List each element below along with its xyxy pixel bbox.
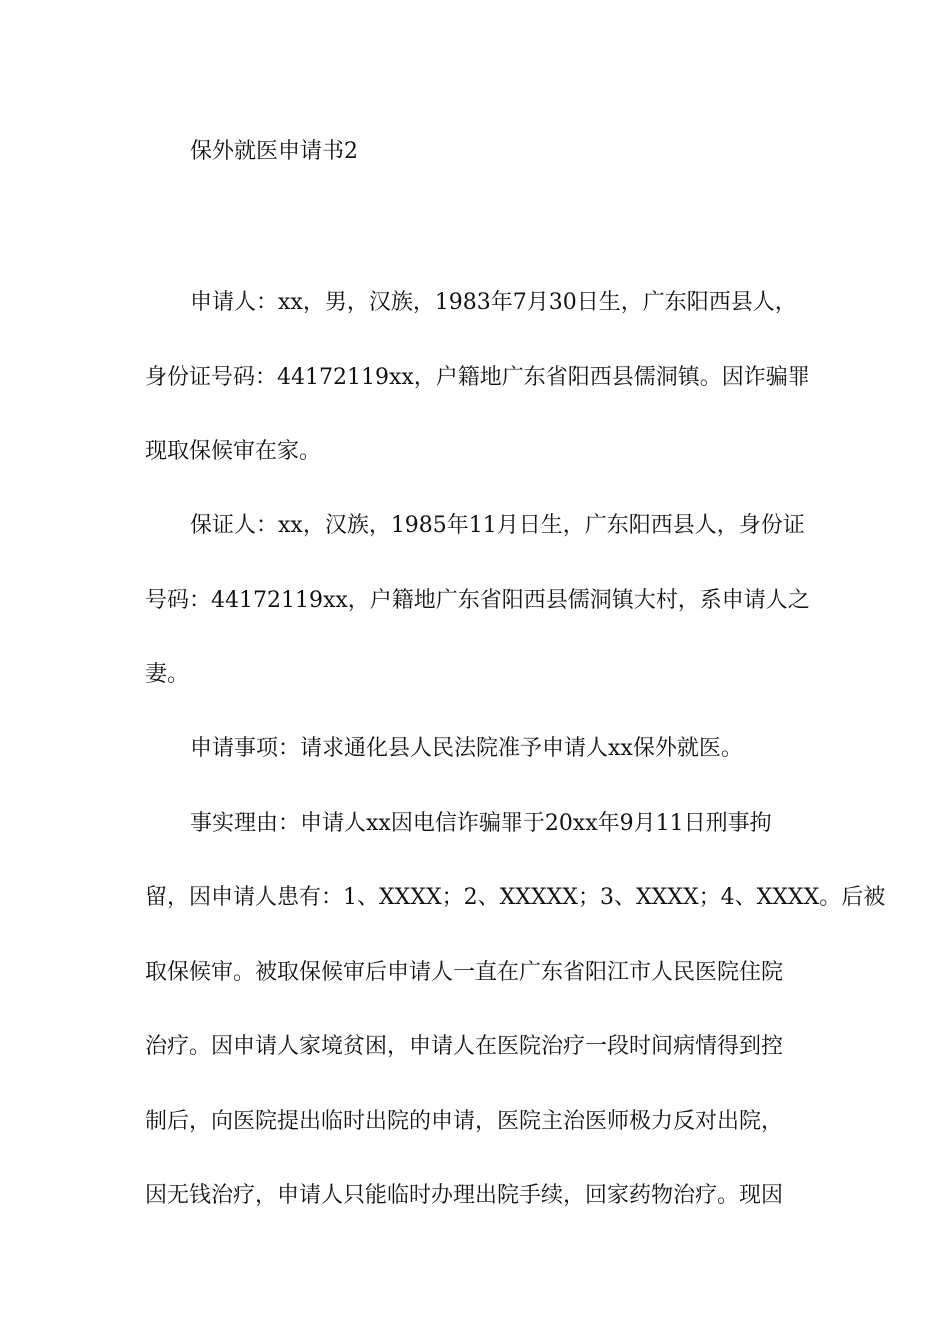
paragraph-line: 制后，向医院提出临时出院的申请，医院主治医师极力反对出院， xyxy=(145,1109,784,1134)
document-title: 保外就医申请书2 xyxy=(190,139,358,164)
paragraph-line: 妻。 xyxy=(145,662,190,687)
paragraph-line: 身份证号码：44172119xx，户籍地广东省阳西县儒洞镇。因诈骗罪 xyxy=(145,365,810,390)
paragraph-line: 现取保候审在家。 xyxy=(145,439,322,464)
paragraph-line: 申请事项：请求通化县人民法院准予申请人xx保外就医。 xyxy=(190,736,743,761)
paragraph-line: 事实理由：申请人xx因电信诈骗罪于20xx年9月11日刑事拘 xyxy=(190,811,772,836)
paragraph-line: 取保候审。被取保候审后申请人一直在广东省阳江市人民医院住院 xyxy=(145,960,784,985)
paragraph-line: 留，因申请人患有：1、XXXX；2、XXXXX；3、XXXX；4、XXXX。后被 xyxy=(145,885,886,910)
paragraph-line: 号码：44172119xx，户籍地广东省阳西县儒洞镇大村，系申请人之 xyxy=(145,588,810,613)
paragraph-line: 治疗。因申请人家境贫困，申请人在医院治疗一段时间病情得到控 xyxy=(145,1034,784,1059)
paragraph-line: 申请人：xx，男，汉族，1983年7月30日生，广东阳西县人， xyxy=(190,290,797,315)
paragraph-line: 保证人：xx，汉族，1985年11月日生，广东阳西县人，身份证 xyxy=(190,513,805,538)
paragraph-line: 因无钱治疗，申请人只能临时办理出院手续，回家药物治疗。现因 xyxy=(145,1183,784,1208)
